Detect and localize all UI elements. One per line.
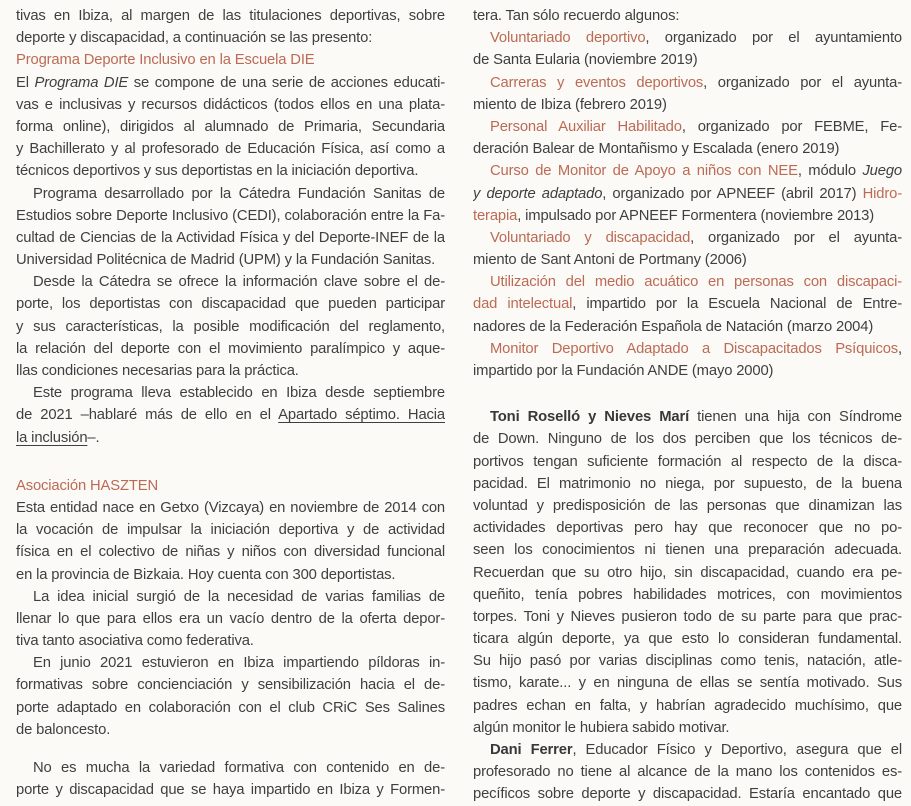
text-run: , organizado por el ayunta-	[703, 74, 902, 91]
accent-term: Voluntariado y discapacidad	[490, 229, 691, 246]
text-run: tiva tanto asociativa como federativa.	[16, 633, 254, 650]
text-line	[473, 94, 902, 116]
text-line	[473, 316, 902, 338]
text-line	[473, 116, 902, 138]
paragraph	[16, 586, 445, 653]
text-line	[16, 205, 445, 227]
text-line	[473, 451, 902, 473]
text-line	[473, 49, 902, 71]
text-line	[16, 630, 445, 652]
text-line	[473, 717, 902, 739]
text-run: de baloncesto.	[16, 721, 111, 738]
text-line	[16, 404, 445, 426]
text-run: El	[16, 74, 35, 91]
accent-term: dad intelectual	[473, 296, 573, 313]
text-run: de Santa Eularia (noviembre 2019)	[473, 52, 698, 69]
text-line	[473, 360, 902, 382]
text-line	[16, 652, 445, 674]
text-line	[16, 183, 445, 205]
text-line	[473, 562, 902, 584]
text-run: tera. Tan sólo recuerdo algunos:	[473, 8, 680, 24]
text-line	[473, 539, 902, 561]
text-line	[473, 428, 902, 450]
text-line	[16, 316, 445, 338]
paragraph	[473, 5, 902, 27]
text-run: la relación del deporte con el movimiento paralímpico y aque-	[16, 340, 445, 357]
italic-text: Juego	[862, 163, 902, 180]
text-run: Estudios sobre Deporte Inclusivo (CEDI), colaboración entre la Fa-	[16, 207, 445, 224]
italic-text: Programa DIE	[34, 74, 129, 91]
text-run: formativas sobre concienciación y sensibilización hacia el de-	[16, 677, 445, 694]
text-run: se compone de una serie de acciones educati-	[128, 74, 445, 91]
text-line	[16, 138, 445, 160]
text-line	[473, 783, 902, 805]
text-run: y sus características, la posible modificación del reglamento,	[16, 318, 445, 335]
text-run: nadores de la Federación Española de Natación (marzo 2004)	[473, 318, 874, 335]
text-run: voluntad y predisposición de las personas que dinamizan las	[473, 497, 902, 514]
text-run: La idea inicial surgió de la necesidad de varias familias de	[33, 588, 445, 605]
text-line	[16, 519, 445, 541]
text-run: portivos tengan suficiente formación al respecto de la disca-	[473, 453, 902, 470]
text-line	[473, 293, 902, 315]
paragraph	[16, 382, 445, 449]
text-run: ticara algún deporte, ya que esto lo consideran fundamental.	[473, 631, 902, 648]
text-line	[16, 564, 445, 586]
text-line	[16, 497, 445, 519]
text-line	[473, 249, 902, 271]
text-run: tismo, karate... y en ninguna de ellas se sentía motivado. Sus	[473, 675, 902, 692]
paragraph	[473, 72, 902, 116]
accent-term: Monitor Deportivo Adaptado a Discapacitados Psíquicos	[490, 340, 899, 357]
text-line	[473, 739, 902, 761]
text-line	[16, 160, 445, 182]
text-run: Su hijo pasó por varias disciplinas como tenis, natación, atle-	[473, 653, 902, 670]
text-line	[473, 517, 902, 539]
paragraph	[16, 652, 445, 741]
text-line	[16, 475, 445, 497]
text-run: cultad de Ciencias de la Actividad Física y del Deporte-INEF de la	[16, 229, 445, 246]
text-line	[16, 719, 445, 741]
text-run: miento de Ibiza (febrero 2019)	[473, 96, 667, 113]
text-run: vas e inclusivas y recursos didácticos (todos ellos en una plata-	[16, 96, 445, 113]
paragraph	[16, 497, 445, 586]
text-run: , Educador Físico y Deportivo, asegura que el	[572, 742, 902, 758]
italic-text: y deporte adaptado	[473, 185, 603, 202]
text-run: miento de Sant Antoni de Portmany (2006)	[473, 252, 747, 269]
text-run: llenar lo que para ellos era un vacío dentro de la oferta depor-	[16, 610, 445, 627]
paragraph	[473, 227, 902, 271]
text-line	[473, 205, 902, 227]
text-run: Universidad Politécnica de Madrid (UPM) y la Fundación Sanitas.	[16, 252, 436, 269]
paragraph	[473, 116, 902, 160]
text-run: porte, los deportistas con discapacidad que pueden participar	[16, 296, 445, 313]
text-line	[16, 116, 445, 138]
text-line	[473, 495, 902, 517]
text-run: actividades deportivas pero hay que reconocer que no po-	[473, 520, 902, 537]
text-run: la vocación de impulsar la iniciación deportiva y de actividad	[16, 522, 445, 539]
text-line	[473, 672, 902, 694]
paragraph	[16, 72, 445, 183]
person-name: Dani Ferrer	[490, 742, 573, 758]
text-run: , organizado por el ayunta-	[690, 229, 902, 246]
paragraph	[16, 271, 445, 382]
text-run: –.	[87, 429, 100, 446]
text-run: No es mucha la variedad formativa con contenido en de-	[33, 760, 445, 776]
section-heading	[16, 49, 445, 71]
text-line	[473, 473, 902, 495]
text-run: , organizado por el ayuntamiento	[645, 30, 902, 47]
text-run: Este programa lleva establecido en Ibiza desde septiembre	[33, 385, 445, 402]
text-line	[473, 183, 902, 205]
text-run: porte adaptado en colaboración con el club CRiC Ses Salines	[16, 699, 445, 716]
text-run: , organizado por FEBME, Fe-	[681, 118, 902, 135]
text-line	[16, 49, 445, 71]
text-line	[16, 360, 445, 382]
text-run: forma online), dirigidos al alumnado de Primaria, Secundaria	[16, 118, 445, 135]
text-line	[16, 338, 445, 360]
text-line	[473, 227, 902, 249]
text-run: profesorado no tiene al alcance de la mano los contenidos es-	[473, 764, 902, 781]
text-line	[473, 761, 902, 783]
text-line	[473, 27, 902, 49]
text-line	[16, 608, 445, 630]
text-line	[16, 293, 445, 315]
accent-term: Programa Deporte Inclusivo en la Escuela DIE	[16, 52, 315, 69]
paragraph	[473, 338, 902, 382]
accent-term: Hidro-	[862, 185, 902, 202]
text-run: y Bachillerato y al profesorado de Educación Física, así como a	[16, 141, 445, 158]
text-run: algún monitor le hubiera sabido motivar.	[473, 719, 730, 736]
text-line	[16, 94, 445, 116]
text-run: llas condiciones necesarias para la práctica.	[16, 363, 299, 379]
text-line	[473, 160, 902, 182]
text-line	[473, 338, 902, 360]
text-line	[473, 138, 902, 160]
text-line	[16, 541, 445, 563]
text-line	[16, 427, 445, 449]
text-line	[16, 72, 445, 94]
text-line	[16, 5, 445, 27]
text-line	[16, 227, 445, 249]
text-run: tienen una hija con Síndrome	[689, 409, 902, 426]
inline-link[interactable]: Apartado séptimo. Hacia	[278, 407, 445, 424]
text-run: Recuerdan que su otro hijo, sin discapacidad, cuando era pe-	[473, 564, 902, 581]
text-run: Desde la Cátedra se ofrece la información clave sobre el de-	[33, 274, 445, 291]
paragraph	[16, 183, 445, 272]
text-line	[473, 650, 902, 672]
paragraph	[473, 27, 902, 71]
person-name: Toni Roselló y Nieves Marí	[490, 409, 690, 426]
text-run: Programa desarrollado por la Cátedra Fundación Sanitas de	[33, 185, 445, 202]
accent-term: Voluntariado deportivo	[490, 30, 646, 47]
text-line	[16, 757, 445, 779]
text-run: pacidad. El matrimonio no niega, por supuesto, de la buena	[473, 475, 902, 492]
text-run: Esta entidad nace en Getxo (Vizcaya) en noviembre de 2014 con	[16, 499, 445, 516]
paragraph	[473, 739, 902, 806]
accent-term: terapia	[473, 207, 518, 224]
text-run: torpes. Toni y Nieves pusieron todo de su parte para que prac-	[473, 608, 902, 625]
text-run: ,	[898, 340, 902, 357]
text-run: en la provincia de Bizkaia. Hoy cuenta con 300 deportistas.	[16, 566, 396, 583]
text-run: pecíficos sobre deporte y discapacidad. Estaría encantado que	[473, 786, 902, 803]
text-line	[473, 584, 902, 606]
text-line	[16, 674, 445, 696]
text-run: padres echan en falta, y habrían agradecido muchísimo, que	[473, 697, 902, 714]
inline-link[interactable]: la inclusión	[16, 429, 88, 446]
text-run: porte y discapacidad que se haya impartido en Ibiza y Formen-	[16, 782, 445, 799]
text-line	[16, 586, 445, 608]
text-run: , organizado por APNEEF (abril 2017)	[602, 185, 863, 202]
text-line	[473, 606, 902, 628]
accent-term: Personal Auxiliar Habilitado	[490, 118, 682, 135]
text-line	[16, 697, 445, 719]
text-run: tivas en Ibiza, al margen de las titulaciones deportivas, sobre	[16, 8, 445, 24]
text-run: deporte y discapacidad, a continuación se las presento:	[16, 30, 373, 47]
text-line	[473, 695, 902, 717]
text-line	[16, 249, 445, 271]
text-line	[473, 5, 902, 27]
paragraph	[473, 160, 902, 227]
text-line	[473, 72, 902, 94]
text-run: seen los conocimientos ni tienen una preparación adecuada.	[473, 542, 902, 559]
text-run: queñito, tenía pobres habilidades motrices, con movimientos	[473, 586, 902, 603]
accent-term: Carreras y eventos deportivos	[490, 74, 704, 91]
text-run: , impulsado por APNEEF Formentera (noviembre 2013)	[517, 207, 875, 224]
paragraph	[16, 757, 445, 801]
text-run: física en el colectivo de niñas y niños con diversidad funcional	[16, 544, 445, 561]
right-column	[473, 5, 902, 806]
section-heading	[16, 475, 445, 497]
paragraph	[473, 406, 902, 739]
text-run: , impartido por la Escuela Nacional de Entre-	[572, 296, 902, 313]
text-run: deración Balear de Montañismo y Escalada (enero 2019)	[473, 141, 840, 158]
paragraph	[16, 5, 445, 49]
text-line	[16, 779, 445, 801]
text-run: , módulo	[797, 163, 863, 180]
text-line	[16, 271, 445, 293]
text-line	[16, 27, 445, 49]
text-run: En junio 2021 estuvieron en Ibiza impartiendo píldoras in-	[33, 655, 445, 672]
accent-term: Curso de Monitor de Apoyo a niños con NEE	[490, 163, 798, 180]
text-run: impartido por la Fundación ANDE (mayo 2000)	[473, 363, 774, 379]
accent-term: Asociación HASZTEN	[16, 477, 159, 494]
text-line	[473, 628, 902, 650]
text-line	[16, 382, 445, 404]
left-column	[16, 5, 445, 806]
accent-term: Utilización del medio acuático en personas con discapaci-	[490, 274, 902, 291]
text-line	[473, 406, 902, 428]
text-run: técnicos deportivos y sus deportistas en la iniciación deportiva.	[16, 163, 419, 180]
text-line	[473, 271, 902, 293]
text-run: de 2021 –hablaré más de ello en el	[16, 407, 279, 424]
text-run: de Down. Ninguno de los dos perciben que los técnicos de-	[473, 431, 902, 448]
paragraph	[473, 271, 902, 338]
